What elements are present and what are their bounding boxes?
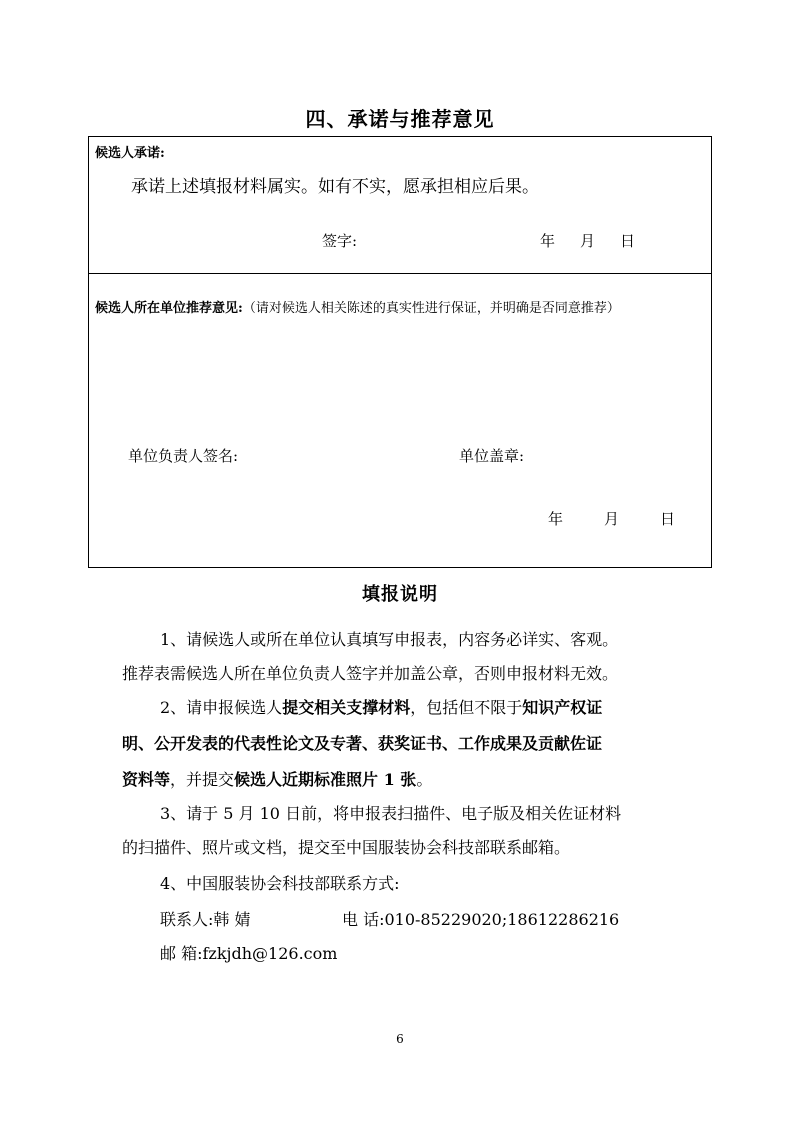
signature-label: 签字: xyxy=(322,232,358,250)
contact-email: 邮 箱:fzkjdh@126.com xyxy=(160,944,338,963)
page-number: 6 xyxy=(396,1032,404,1046)
recommendation-note: （请对候选人相关陈述的真实性进行保证，并明确是否同意推荐） xyxy=(242,301,620,316)
instruction-2-line-3 xyxy=(122,767,432,790)
leader-signature-label: 单位负责人签名: xyxy=(128,447,239,465)
recommendation-label: 候选人所在单位推荐意见: xyxy=(95,301,243,316)
instruction-2-bold-b: 知识产权证 xyxy=(522,698,603,717)
instruction-2-text-d: 。 xyxy=(416,770,433,789)
rec-year: 年 xyxy=(548,510,564,528)
rec-month: 月 xyxy=(604,510,620,528)
instruction-1-line-1: 1、请候选人或所在单位认真填写申报表，内容务必详实、客观。 xyxy=(160,630,619,649)
instructions-title: 填报说明 xyxy=(362,584,438,605)
commitment-statement: 承诺上述填报材料属实。如有不实，愿承担相应后果。 xyxy=(131,177,539,197)
recommendation-header xyxy=(95,297,620,316)
instruction-4: 4、中国服装协会科技部联系方式: xyxy=(160,874,400,893)
section-title: 四、承诺与推荐意见 xyxy=(305,107,495,131)
rec-day: 日 xyxy=(660,510,676,528)
instruction-2-line-2: 明、公开发表的代表性论文及专著、获奖证书、工作成果及贡献佐证 xyxy=(122,734,603,753)
instruction-2-bold-c: 资料等 xyxy=(122,770,171,789)
instruction-2-text-a: 2、请申报候选人 xyxy=(160,698,283,717)
instruction-3-line-1: 3、请于 5 月 10 日前，将申报表扫描件、电子版及相关佐证材料 xyxy=(160,804,622,823)
seal-label: 单位盖章: xyxy=(459,447,525,465)
contact-person: 联系人:韩 婧 xyxy=(160,910,251,929)
commitment-label: 候选人承诺: xyxy=(95,146,165,161)
instruction-2-bold-d: 候选人近期标准照片 1 张 xyxy=(234,770,417,789)
instruction-2-text-c: ，并提交 xyxy=(170,770,235,789)
commit-day: 日 xyxy=(620,232,636,250)
instruction-1-line-2: 推荐表需候选人所在单位负责人签字并加盖公章，否则申报材料无效。 xyxy=(122,664,619,683)
commit-month: 月 xyxy=(580,232,596,250)
commit-year: 年 xyxy=(540,232,556,250)
instruction-3-line-2: 的扫描件、照片或文档，提交至中国服装协会科技部联系邮箱。 xyxy=(122,838,571,857)
contact-phone: 电 话:010-85229020;18612286216 xyxy=(342,910,620,929)
instruction-2-line-1 xyxy=(160,695,602,718)
commitment-recommendation-box xyxy=(88,136,712,568)
instruction-2-bold-a: 提交相关支撑材料 xyxy=(282,698,411,717)
instruction-2-text-b: ，包括但不限于 xyxy=(410,698,523,717)
box-divider xyxy=(88,273,712,274)
